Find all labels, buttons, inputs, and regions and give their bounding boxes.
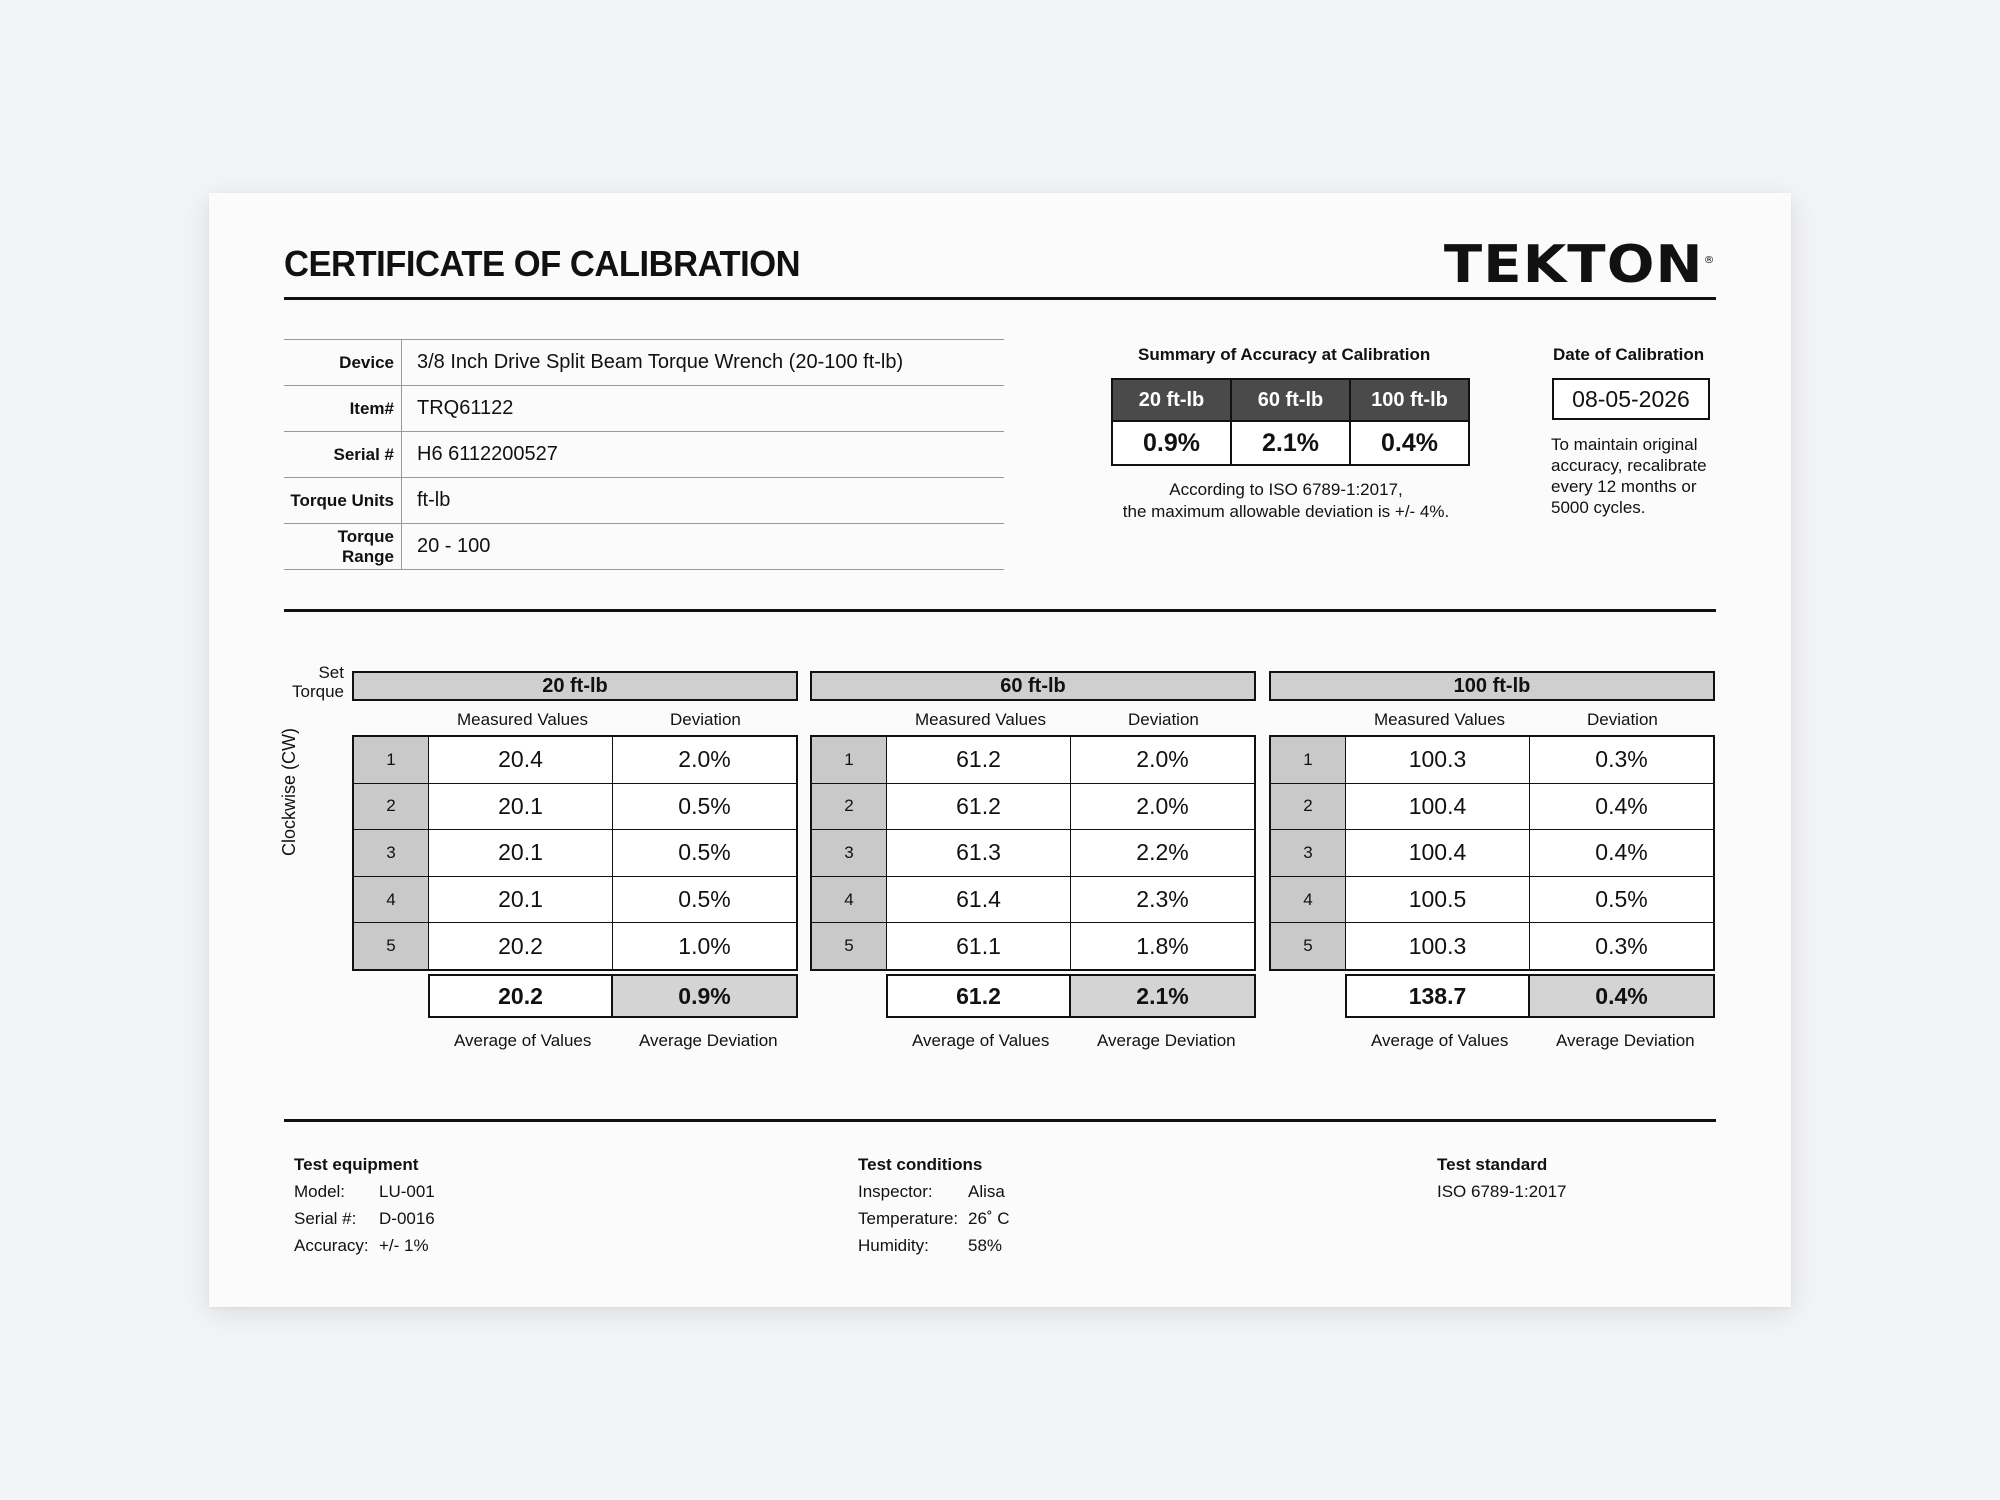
table-row: [1270, 783, 1714, 830]
measurement-table: [810, 735, 1256, 971]
table-row: [811, 923, 1255, 970]
equipment-accuracy-value: +/- 1%: [379, 1236, 429, 1255]
calibration-date-value: 08-05-2026: [1552, 378, 1710, 420]
deviation-value: 1.0%: [613, 923, 798, 970]
item-label: Item#: [284, 386, 402, 431]
set-torque-line1: Set: [318, 663, 344, 682]
humidity-value: 58%: [968, 1236, 1003, 1255]
summary-header-20: 20 ft-lb: [1112, 379, 1231, 421]
table-row: [353, 830, 797, 877]
torque-block-60: [810, 671, 1256, 1048]
measured-values-header: Measured Values: [457, 710, 589, 729]
summary-header-100: 100 ft-lb: [1350, 379, 1469, 421]
deviation-header: Deviation: [1587, 710, 1658, 729]
measured-value: 20.1: [429, 830, 613, 877]
average-deviation: 2.1%: [1071, 974, 1256, 1018]
measured-value: 20.1: [429, 783, 613, 830]
average-deviation: 0.9%: [613, 974, 798, 1018]
condition-humidity: [858, 1232, 1010, 1259]
page-title: CERTIFICATE OF CALIBRATION: [284, 243, 801, 284]
deviation-value: 2.0%: [613, 736, 798, 783]
date-title: Date of Calibration: [1553, 345, 1705, 364]
device-row: [284, 340, 1004, 386]
measured-value: 100.4: [1346, 783, 1530, 830]
measured-value: 20.4: [429, 736, 613, 783]
average-labels: [810, 1018, 1256, 1048]
deviation-value: 0.4%: [1530, 783, 1715, 830]
deviation-value: 2.3%: [1071, 876, 1256, 923]
footer-divider: [284, 1119, 1716, 1122]
average-deviation-label: Average Deviation: [639, 1030, 778, 1050]
brand-logo: [1443, 235, 1715, 295]
table-row: [811, 736, 1255, 783]
item-value: TRQ61122: [417, 397, 514, 419]
test-conditions-title: Test conditions: [858, 1155, 983, 1174]
inspector-key: Inspector:: [858, 1182, 933, 1201]
row-index: 3: [811, 830, 887, 877]
test-standard-value: ISO 6789-1:2017: [1437, 1182, 1567, 1201]
table-row: [811, 830, 1255, 877]
deviation-value: 2.0%: [1071, 783, 1256, 830]
measured-value: 61.4: [887, 876, 1071, 923]
equipment-accuracy: [294, 1232, 435, 1259]
set-torque-header: 60 ft-lb: [810, 671, 1256, 701]
equipment-model: [294, 1178, 435, 1205]
deviation-value: 0.3%: [1530, 923, 1715, 970]
measured-value: 61.3: [887, 830, 1071, 877]
average-deviation-label: Average Deviation: [1097, 1030, 1236, 1050]
average-row: [1345, 974, 1715, 1018]
row-index: 1: [1270, 736, 1346, 783]
average-values-label: Average of Values: [1371, 1030, 1509, 1050]
measurement-table: [1269, 735, 1715, 971]
device-value: 3/8 Inch Drive Split Beam Torque Wrench (20-100 ft-lb): [417, 351, 904, 373]
test-standard-section: [1437, 1151, 1566, 1205]
deviation-value: 0.5%: [613, 783, 798, 830]
serial-label: Serial #: [284, 432, 402, 477]
average-value: 61.2: [886, 974, 1071, 1018]
deviation-header: Deviation: [670, 710, 741, 729]
torque-units-row: [284, 478, 1004, 524]
row-index: 3: [353, 830, 429, 877]
set-torque-label: [282, 663, 344, 701]
row-index: 1: [353, 736, 429, 783]
deviation-value: 0.5%: [613, 876, 798, 923]
set-torque-header: 20 ft-lb: [352, 671, 798, 701]
measured-value: 61.2: [887, 783, 1071, 830]
condition-inspector: [858, 1178, 1010, 1205]
average-deviation: 0.4%: [1530, 974, 1715, 1018]
average-labels: [352, 1018, 798, 1048]
device-info-table: [284, 339, 1004, 570]
table-row: [353, 783, 797, 830]
table-row: [1270, 830, 1714, 877]
equipment-serial-value: D-0016: [379, 1209, 435, 1228]
condition-temperature: [858, 1205, 1010, 1232]
equipment-accuracy-key: Accuracy:: [294, 1236, 369, 1255]
registered-mark: ®: [1703, 254, 1715, 266]
summary-table: [1111, 378, 1470, 466]
average-deviation-label: Average Deviation: [1556, 1030, 1695, 1050]
deviation-value: 1.8%: [1071, 923, 1256, 970]
device-label: Device: [284, 340, 402, 385]
deviation-value: 0.5%: [1530, 876, 1715, 923]
header-divider: [284, 297, 1716, 300]
temperature-key: Temperature:: [858, 1209, 959, 1228]
serial-value: H6 6112200527: [417, 443, 558, 465]
average-row: [886, 974, 1256, 1018]
summary-note: [1111, 479, 1461, 523]
measured-value: 61.2: [887, 736, 1071, 783]
equipment-serial-key: Serial #:: [294, 1209, 357, 1228]
test-equipment-section: [294, 1151, 435, 1259]
humidity-key: Humidity:: [858, 1236, 929, 1255]
certificate-card: [209, 193, 1791, 1307]
test-standard-title: Test standard: [1437, 1155, 1548, 1174]
row-index: 5: [353, 923, 429, 970]
row-index: 1: [811, 736, 887, 783]
measurement-table: [352, 735, 798, 971]
deviation-header: Deviation: [1128, 710, 1199, 729]
set-torque-line2: Torque: [292, 682, 344, 701]
row-index: 4: [353, 876, 429, 923]
table-row: [353, 876, 797, 923]
item-row: [284, 386, 1004, 432]
torque-range-label: Torque Range: [284, 524, 402, 569]
summary-value-100: 0.4%: [1350, 421, 1469, 465]
deviation-value: 2.2%: [1071, 830, 1256, 877]
torque-block-100: [1269, 671, 1715, 1048]
row-index: 5: [811, 923, 887, 970]
measured-value: 100.4: [1346, 830, 1530, 877]
deviation-value: 0.4%: [1530, 830, 1715, 877]
column-headers: [352, 701, 798, 735]
test-equipment-title: Test equipment: [294, 1155, 419, 1174]
measured-value: 20.2: [429, 923, 613, 970]
measured-value: 61.1: [887, 923, 1071, 970]
table-row: [811, 876, 1255, 923]
summary-note-line1: According to ISO 6789-1:2017,: [1169, 480, 1403, 499]
measured-values-header: Measured Values: [1374, 710, 1506, 729]
measured-values-header: Measured Values: [915, 710, 1047, 729]
temperature-value: 26˚ C: [968, 1209, 1010, 1228]
measured-value: 100.3: [1346, 736, 1530, 783]
torque-range-value: 20 - 100: [417, 535, 491, 557]
test-conditions-section: [858, 1151, 1010, 1259]
deviation-value: 0.3%: [1530, 736, 1715, 783]
table-row: [353, 923, 797, 970]
table-row: [1270, 876, 1714, 923]
measured-value: 100.3: [1346, 923, 1530, 970]
table-row: [811, 783, 1255, 830]
row-index: 3: [1270, 830, 1346, 877]
row-index: 2: [1270, 783, 1346, 830]
deviation-value: 0.5%: [613, 830, 798, 877]
summary-value-row: [1112, 421, 1469, 465]
serial-row: [284, 432, 1004, 478]
table-row: [1270, 923, 1714, 970]
summary-title: Summary of Accuracy at Calibration: [1138, 345, 1431, 364]
deviation-value: 2.0%: [1071, 736, 1256, 783]
set-torque-header: 100 ft-lb: [1269, 671, 1715, 701]
inspector-value: Alisa: [968, 1182, 1005, 1201]
column-headers: [810, 701, 1256, 735]
torque-units-value: ft-lb: [417, 489, 451, 511]
row-index: 5: [1270, 923, 1346, 970]
average-values-label: Average of Values: [454, 1030, 592, 1050]
summary-value-60: 2.1%: [1231, 421, 1350, 465]
average-values-label: Average of Values: [912, 1030, 1050, 1050]
table-row: [1270, 736, 1714, 783]
equipment-serial: [294, 1205, 435, 1232]
section-divider: [284, 609, 1716, 612]
torque-units-label: Torque Units: [284, 478, 402, 523]
summary-header-60: 60 ft-lb: [1231, 379, 1350, 421]
summary-header-row: [1112, 379, 1469, 421]
equipment-model-key: Model:: [294, 1182, 346, 1201]
torque-range-row: [284, 524, 1004, 570]
average-row: [428, 974, 798, 1018]
row-index: 2: [353, 783, 429, 830]
logo-text: TEKTON: [1443, 235, 1704, 295]
torque-block-20: [352, 671, 798, 1048]
average-labels: [1269, 1018, 1715, 1048]
average-value: 20.2: [428, 974, 613, 1018]
direction-label: Clockwise (CW): [279, 728, 299, 856]
row-index: 4: [1270, 876, 1346, 923]
equipment-model-value: LU-001: [379, 1182, 435, 1201]
row-index: 2: [811, 783, 887, 830]
measured-value: 100.5: [1346, 876, 1530, 923]
summary-note-line2: the maximum allowable deviation is +/- 4%.: [1122, 502, 1450, 521]
measured-value: 20.1: [429, 876, 613, 923]
recalibration-note: To maintain original accuracy, recalibrate every 12 months or 5000 cycles.: [1551, 435, 1707, 517]
summary-value-20: 0.9%: [1112, 421, 1231, 465]
row-index: 4: [811, 876, 887, 923]
average-value: 138.7: [1345, 974, 1530, 1018]
table-row: [353, 736, 797, 783]
column-headers: [1269, 701, 1715, 735]
